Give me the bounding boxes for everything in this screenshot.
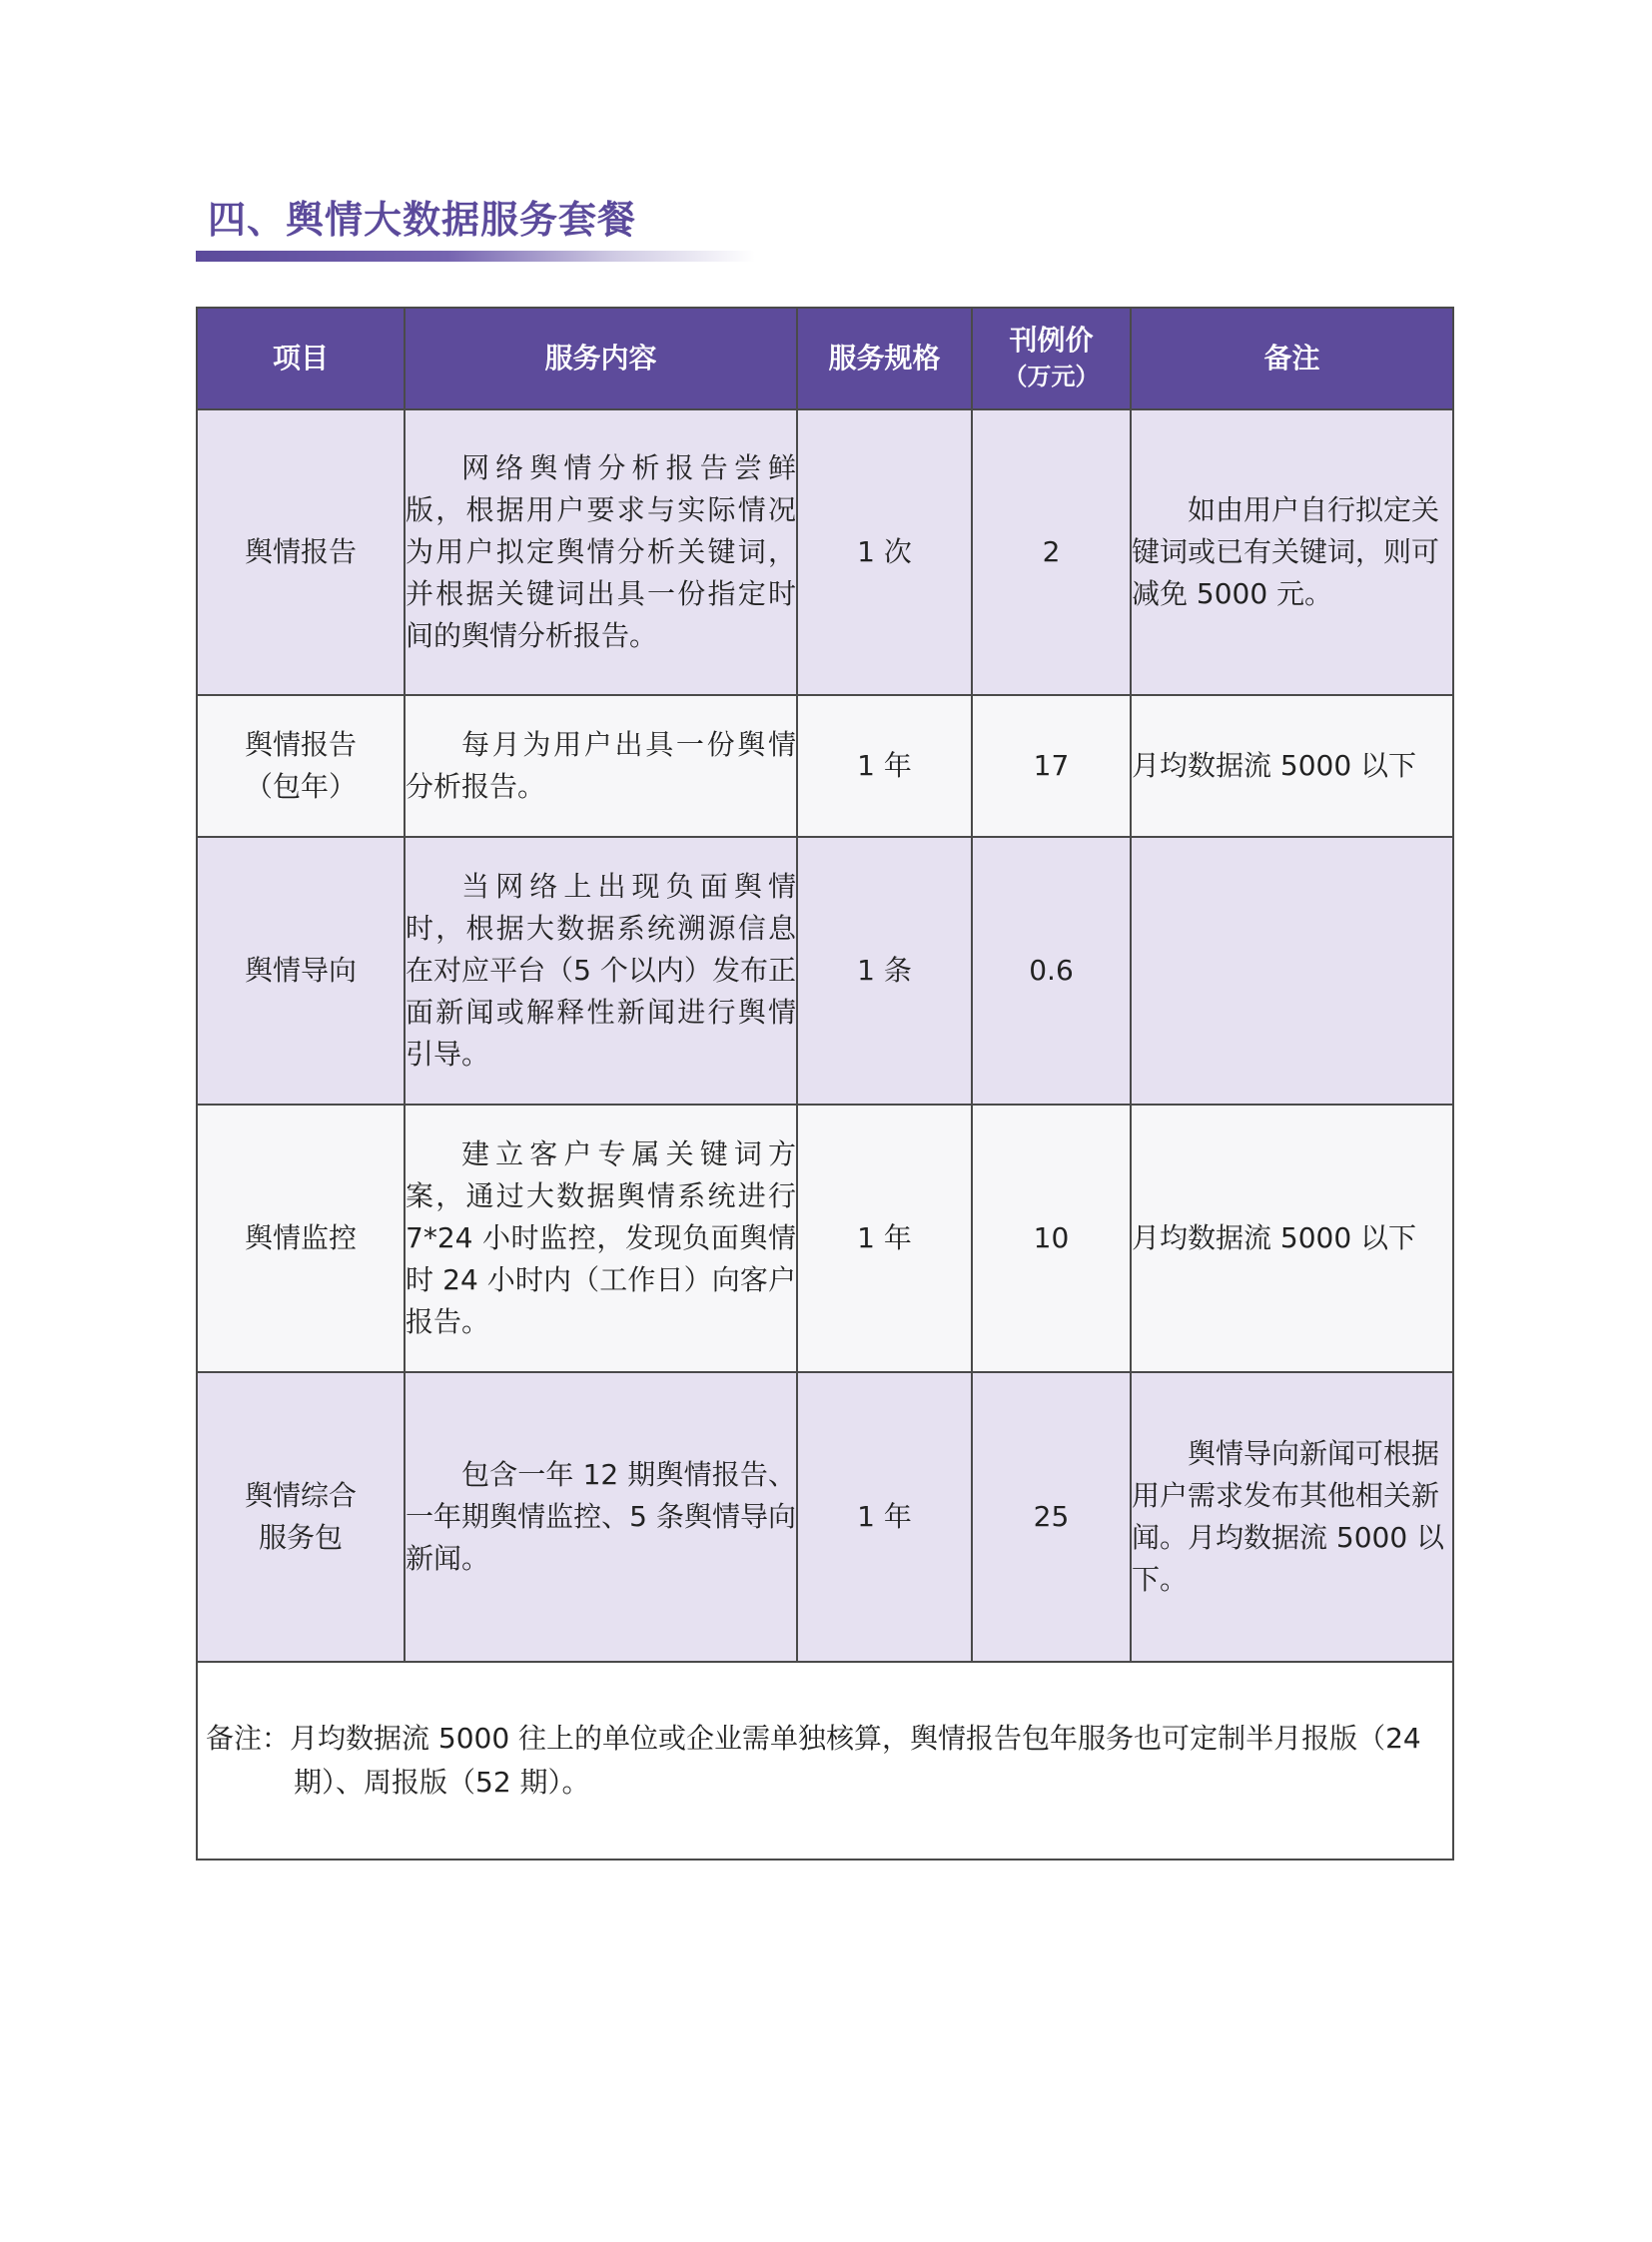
- header-spec: 服务规格: [797, 308, 972, 409]
- row-content: [405, 695, 797, 837]
- row-note: [1131, 409, 1453, 695]
- row-note: [1131, 837, 1453, 1105]
- row-item: 舆情报告: [197, 409, 405, 695]
- footer-note: 备注：月均数据流 5000 往上的单位或企业需单独核算，舆情报告包年服务也可定制半月报版（24 期）、周报版（52 期）。: [206, 1722, 1421, 1799]
- header-price-label: 刊例价: [1009, 324, 1094, 357]
- row-spec: 1 条: [797, 837, 972, 1105]
- row-content-text: 每月为用户出具一份舆情分析报告。: [406, 728, 796, 803]
- row-item-text: 舆情综合服务包: [245, 1479, 358, 1554]
- row-note: [1131, 1372, 1453, 1662]
- row-spec: 1 年: [797, 1105, 972, 1372]
- row-price: 0.6: [972, 837, 1131, 1105]
- row-content-text: 包含一年 12 期舆情报告、一年期舆情监控、5 条舆情导向新闻。: [406, 1458, 796, 1575]
- row-price: 2: [972, 409, 1131, 695]
- header-item: 项目: [197, 308, 405, 409]
- table-row: [197, 409, 1453, 695]
- table-header-row: [197, 308, 1453, 409]
- row-note-text: 舆情导向新闻可根据用户需求发布其他相关新闻。月均数据流 5000 以下。: [1132, 1437, 1445, 1596]
- table-row: [197, 1105, 1453, 1372]
- header-price-unit: （万元）: [1003, 363, 1100, 390]
- row-item: [197, 1372, 405, 1662]
- pricing-table: [196, 307, 1454, 1861]
- row-note: [1131, 1105, 1453, 1372]
- table-row: [197, 695, 1453, 837]
- title-underline: [196, 251, 755, 262]
- section-title: 四、舆情大数据服务套餐: [208, 198, 637, 242]
- table-row: [197, 837, 1453, 1105]
- row-content: [405, 1105, 797, 1372]
- row-content-text: 网络舆情分析报告尝鲜版，根据用户要求与实际情况为用户拟定舆情分析关键词，并根据关键词出具一份指定时间的舆情分析报告。: [406, 451, 796, 652]
- table-footer-row: [197, 1662, 1453, 1860]
- row-note-text: 月均数据流 5000 以下: [1132, 1221, 1417, 1254]
- table-row: [197, 1372, 1453, 1662]
- row-content: [405, 409, 797, 695]
- row-content: [405, 837, 797, 1105]
- row-item-text: 舆情报告（包年）: [244, 728, 357, 803]
- row-note-text: 如由用户自行拟定关键词或已有关键词，则可减免 5000 元。: [1132, 493, 1440, 610]
- header-note: 备注: [1131, 308, 1453, 409]
- row-item: 舆情监控: [197, 1105, 405, 1372]
- row-price: 10: [972, 1105, 1131, 1372]
- row-content-text: 当网络上出现负面舆情时，根据大数据系统溯源信息在对应平台（5 个以内）发布正面新闻或解释性新闻进行舆情引导。: [406, 870, 796, 1071]
- row-spec: 1 年: [797, 695, 972, 837]
- header-content: 服务内容: [405, 308, 797, 409]
- row-note-text: 月均数据流 5000 以下: [1132, 749, 1417, 782]
- row-content-text: 建立客户专属关键词方案，通过大数据舆情系统进行 7*24 小时监控，发现负面舆情时 24 小时内（工作日）向客户报告。: [406, 1137, 796, 1338]
- row-price: 17: [972, 695, 1131, 837]
- header-price: [972, 308, 1131, 409]
- row-content: [405, 1372, 797, 1662]
- row-spec: 1 年: [797, 1372, 972, 1662]
- row-item: [197, 695, 405, 837]
- row-spec: 1 次: [797, 409, 972, 695]
- row-price: 25: [972, 1372, 1131, 1662]
- row-item: 舆情导向: [197, 837, 405, 1105]
- footer-cell: [197, 1662, 1453, 1860]
- row-note: [1131, 695, 1453, 837]
